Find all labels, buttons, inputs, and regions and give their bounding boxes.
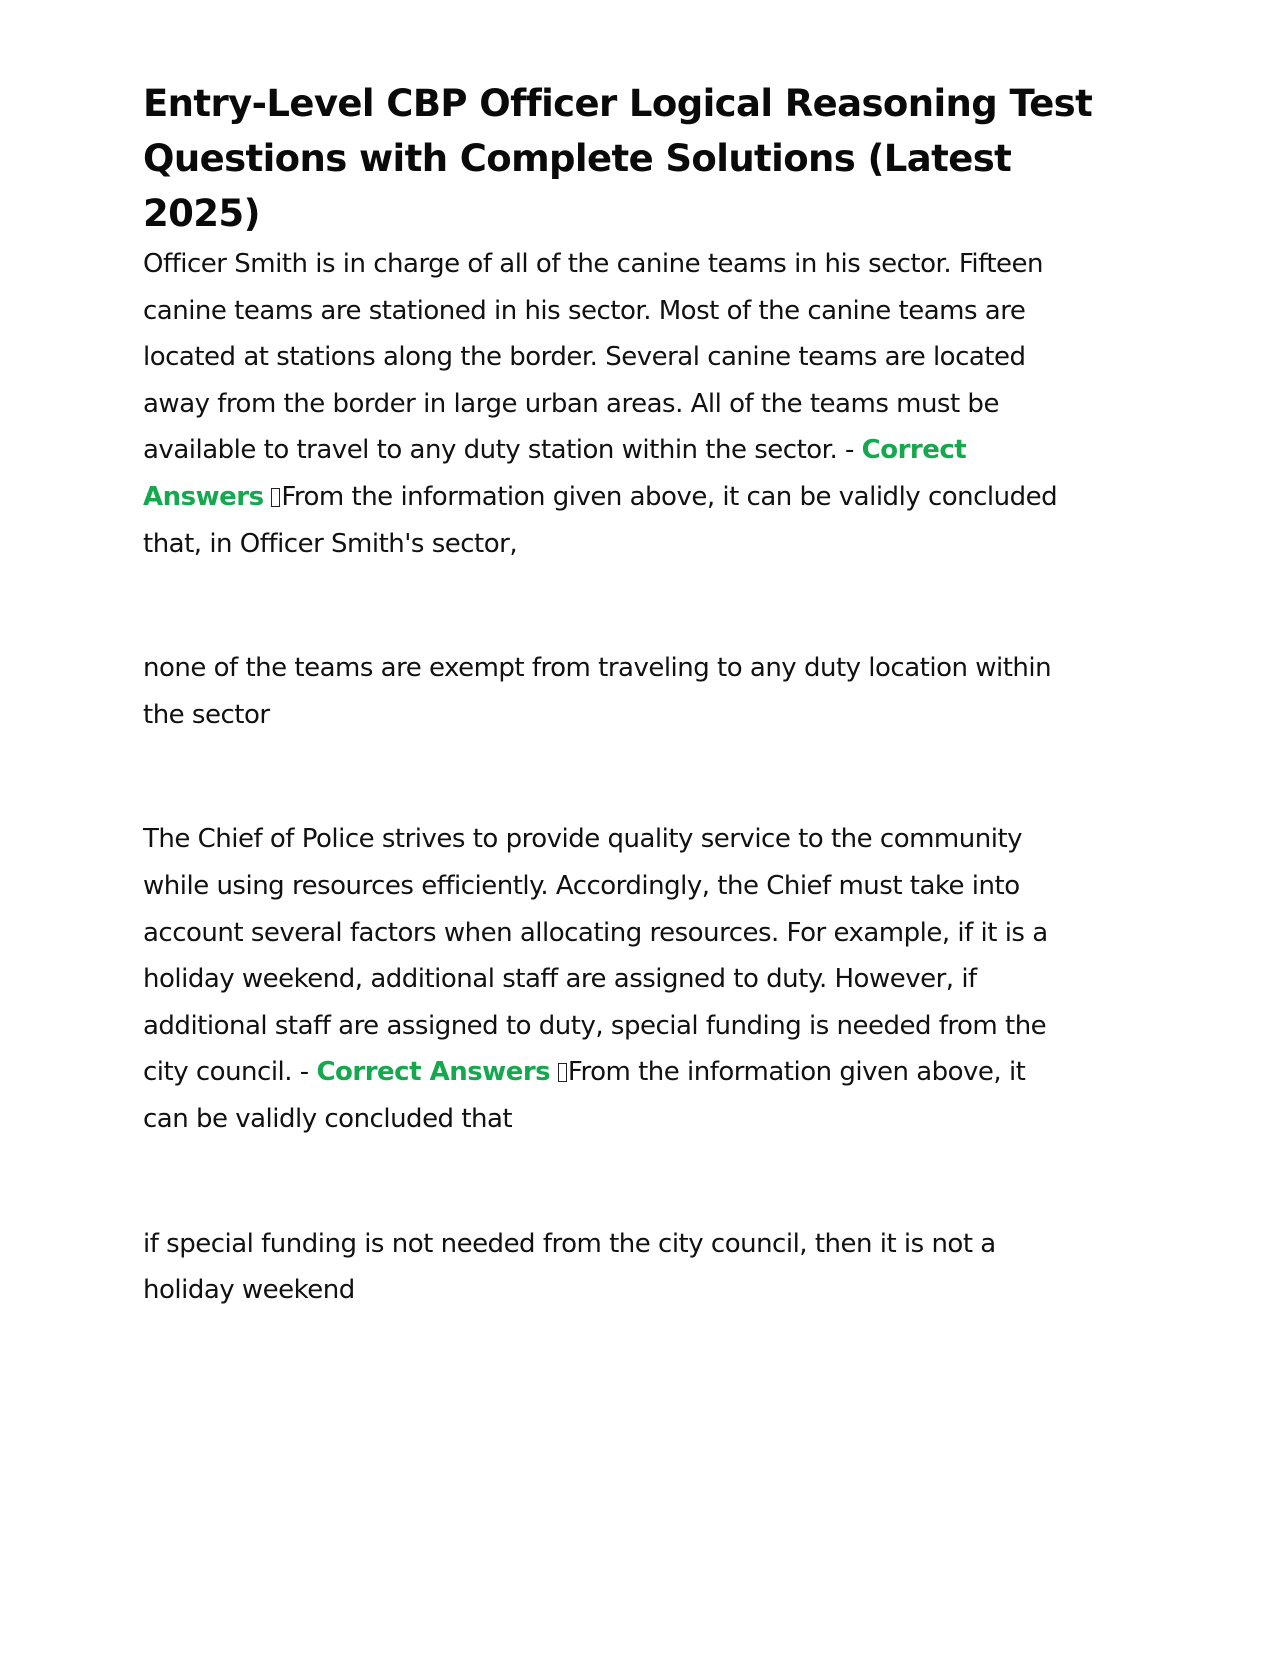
answer-2: if special funding is not needed from the city council, then it is not a holiday weekend	[143, 1228, 996, 1306]
document-page	[143, 76, 1133, 1314]
spacer	[143, 738, 1133, 816]
answer-1: none of the teams are exempt from traveling to any duty location within the sector	[143, 653, 1052, 730]
question-1-tail: From the information given above, it can be validly concluded that, in Officer Smith's sector,	[143, 481, 1058, 559]
missing-glyph-icon	[558, 1063, 567, 1082]
question-2-tail: From the information given above, it can be validly concluded that	[143, 1057, 1026, 1134]
spacer	[143, 567, 1133, 645]
question-1-text: Officer Smith is in charge of all of the canine teams in his sector. Fifteen canine teams are stationed in his sector. Most of the canine teams are located at stations along the border. Several canine teams are located away from the border in large urban areas. All of the teams must be available to travel to any duty station within the sector. -	[143, 249, 1043, 466]
missing-glyph-icon	[271, 488, 280, 507]
spacer	[143, 1143, 1133, 1221]
correct-answers-label-2: Correct Answers	[316, 1057, 551, 1088]
question-2	[143, 816, 1078, 1142]
question-1	[143, 241, 1078, 567]
document-title: Entry-Level CBP Officer Logical Reasoning Test Questions with Complete Solutions (Latest 2025)	[143, 82, 1093, 235]
question-2-text: The Chief of Police strives to provide quality service to the community while using resources efficiently. Accordingly, the Chief must take into account several factors when allocating resources. For example, if it is a holiday weekend, additional staff are assigned to duty. However, if additional staff are assigned to duty, special funding is needed from the city council. -	[143, 824, 1048, 1088]
correct-answers-label-1: Correct Answers	[143, 435, 967, 512]
